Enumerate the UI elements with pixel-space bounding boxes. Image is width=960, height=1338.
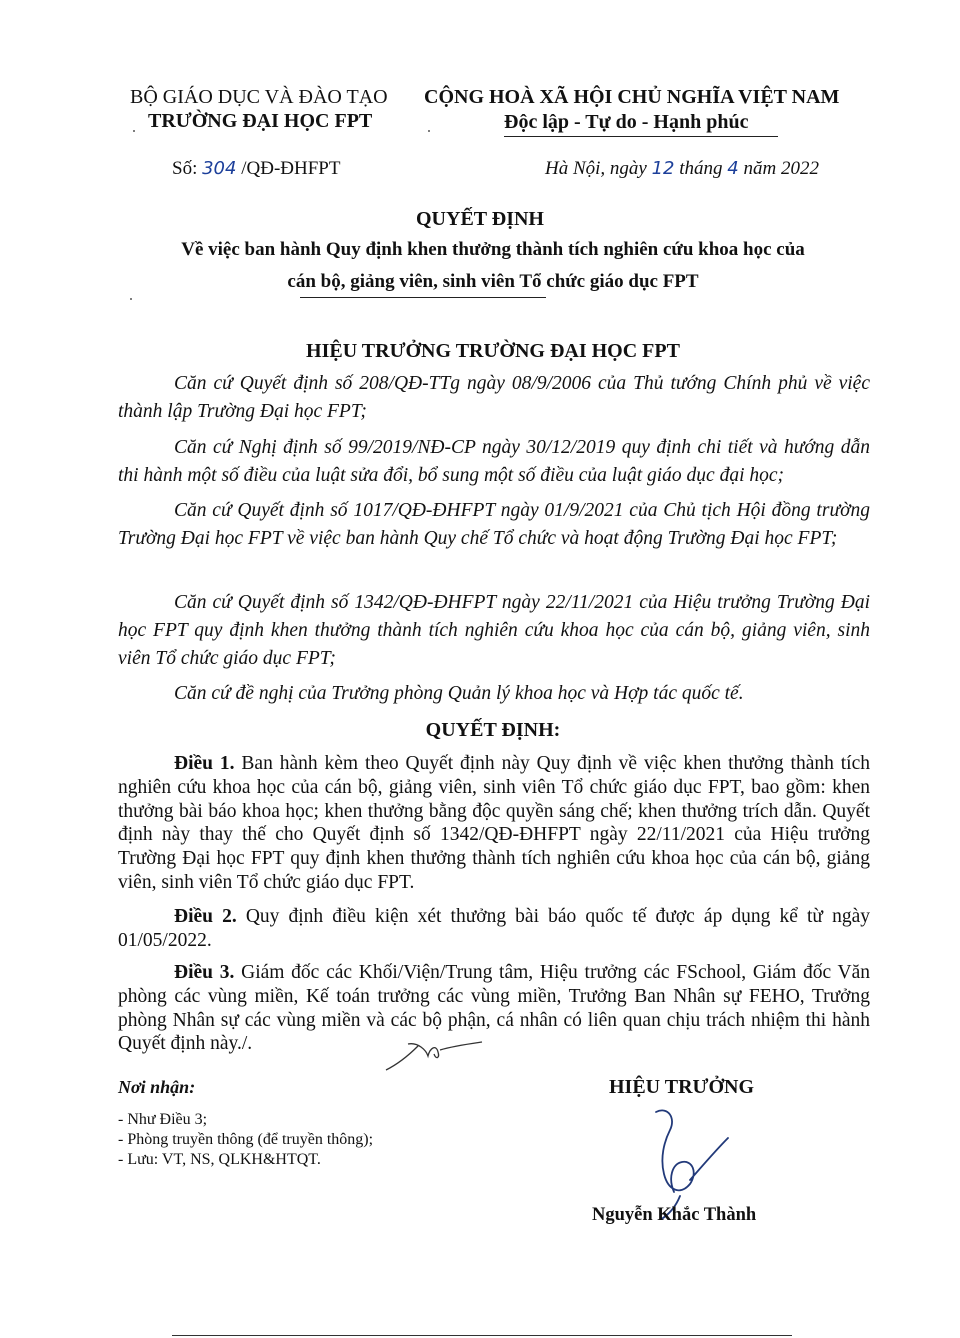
scan-speck: [130, 298, 132, 300]
recipients-label: Nơi nhận:: [118, 1077, 196, 1097]
republic-title: CỘNG HOÀ XÃ HỘI CHỦ NGHĨA VIỆT NAM: [424, 86, 840, 108]
article-2-label: Điều 2.: [174, 906, 237, 927]
handwritten-day: 12: [651, 158, 675, 179]
recipient-item: - Phòng truyền thông (để truyền thông);: [118, 1131, 374, 1148]
decides-heading: QUYẾT ĐỊNH:: [425, 719, 561, 741]
national-motto: Độc lập - Tự do - Hạnh phúc: [504, 111, 749, 133]
decision-number: Số: 304 /QĐ-ĐHFPT: [172, 158, 341, 179]
article-3-label: Điều 3.: [174, 962, 235, 983]
legal-basis-5: Căn cứ đề nghị của Trưởng phòng Quản lý khoa học và Hợp tác quốc tế.: [174, 683, 744, 704]
subject-line-1: Về việc ban hành Quy định khen thưởng thành tích nghiên cứu khoa học của: [181, 239, 805, 260]
university-name: TRƯỜNG ĐẠI HỌC FPT: [148, 110, 373, 132]
handwritten-initials: [378, 1030, 488, 1078]
handwritten-signature: [620, 1100, 760, 1220]
handwritten-number: 304: [202, 158, 237, 179]
scan-speck: [133, 130, 135, 132]
recipient-item: - Lưu: VT, NS, QLKH&HTQT.: [118, 1151, 321, 1168]
motto-underline: [504, 136, 778, 137]
article-1: Điều 1. Ban hành kèm theo Quyết định này Quy định về việc khen thưởng thành tích nghiên cứu khoa học của cán bộ, giảng viên, sinh viên Tổ chức giáo dục FPT, bao gồm: khen thưởng bài báo khoa học; khen thưởng bằng độc quyền sáng chế; khen thưởng trích dẫn. Quyết định này thay thế cho Quyết định số 1342/QĐ-ĐHFPT ngày 22/11/2021 của Hiệu trưởng Trường Đại học FPT quy định khen thưởng thành tích nghiên cứu khoa học của cán bộ, giảng viên, sinh viên Tổ chức giáo dục FPT.: [118, 753, 871, 893]
signatory-title: HIỆU TRƯỞNG: [609, 1076, 755, 1098]
article-1-label: Điều 1.: [174, 753, 235, 774]
subject-underline: [300, 297, 546, 298]
signatory-name: Nguyễn Khắc Thành: [592, 1205, 757, 1225]
article-3: Điều 3. Giám đốc các Khối/Viện/Trung tâm, Hiệu trưởng các FSchool, Giám đốc Văn phòng các vùng miền, Kế toán trưởng các vùng miền, Trưởng Ban Nhân sự FEHO, Trưởng phòng Nhân sự các vùng miền và các bộ phận, cá nhân có liên quan chịu trách nhiệm thi hành Quyết định này./.: [118, 962, 871, 1055]
authority-heading: HIỆU TRƯỞNG TRƯỜNG ĐẠI HỌC FPT: [306, 340, 680, 362]
ministry-name: BỘ GIÁO DỤC VÀ ĐÀO TẠO: [130, 86, 388, 108]
legal-basis-2: Căn cứ Nghị định số 99/2019/NĐ-CP ngày 30/12/2019 quy định chi tiết và hướng dẫn thi hành một số điều của luật sửa đổi, bổ sung một số điều của luật giáo dục đại học;: [118, 437, 870, 486]
article-2: Điều 2. Quy định điều kiện xét thưởng bài báo quốc tế được áp dụng kể từ ngày 01/05/2022.: [118, 906, 871, 951]
legal-basis-3: Căn cứ Quyết định số 1017/QĐ-ĐHFPT ngày 01/9/2021 của Chủ tịch Hội đồng trường Trường Đại học FPT về việc ban hành Quy chế Tổ chức và hoạt động Trường Đại học FPT;: [118, 500, 870, 549]
legal-basis-4: Căn cứ Quyết định số 1342/QĐ-ĐHFPT ngày 22/11/2021 của Hiệu trưởng Trường Đại học FPT quy định khen thưởng thành tích nghiên cứu khoa học của cán bộ, giảng viên, sinh viên Tổ chức giáo dục FPT;: [118, 592, 870, 669]
handwritten-month: 4: [727, 158, 739, 179]
recipient-item: - Như Điều 3;: [118, 1111, 208, 1128]
scan-speck: [428, 130, 430, 132]
page-bottom-rule: [172, 1335, 792, 1336]
subject-line-2: cán bộ, giảng viên, sinh viên Tổ chức giáo dục FPT: [287, 271, 699, 292]
legal-basis-1: Căn cứ Quyết định số 208/QĐ-TTg ngày 08/9/2006 của Thủ tướng Chính phủ về việc thành lập Trường Đại học FPT;: [118, 373, 870, 422]
document-title: QUYẾT ĐỊNH: [416, 208, 544, 230]
issue-date: Hà Nội, ngày 12 tháng 4 năm 2022: [545, 158, 819, 179]
